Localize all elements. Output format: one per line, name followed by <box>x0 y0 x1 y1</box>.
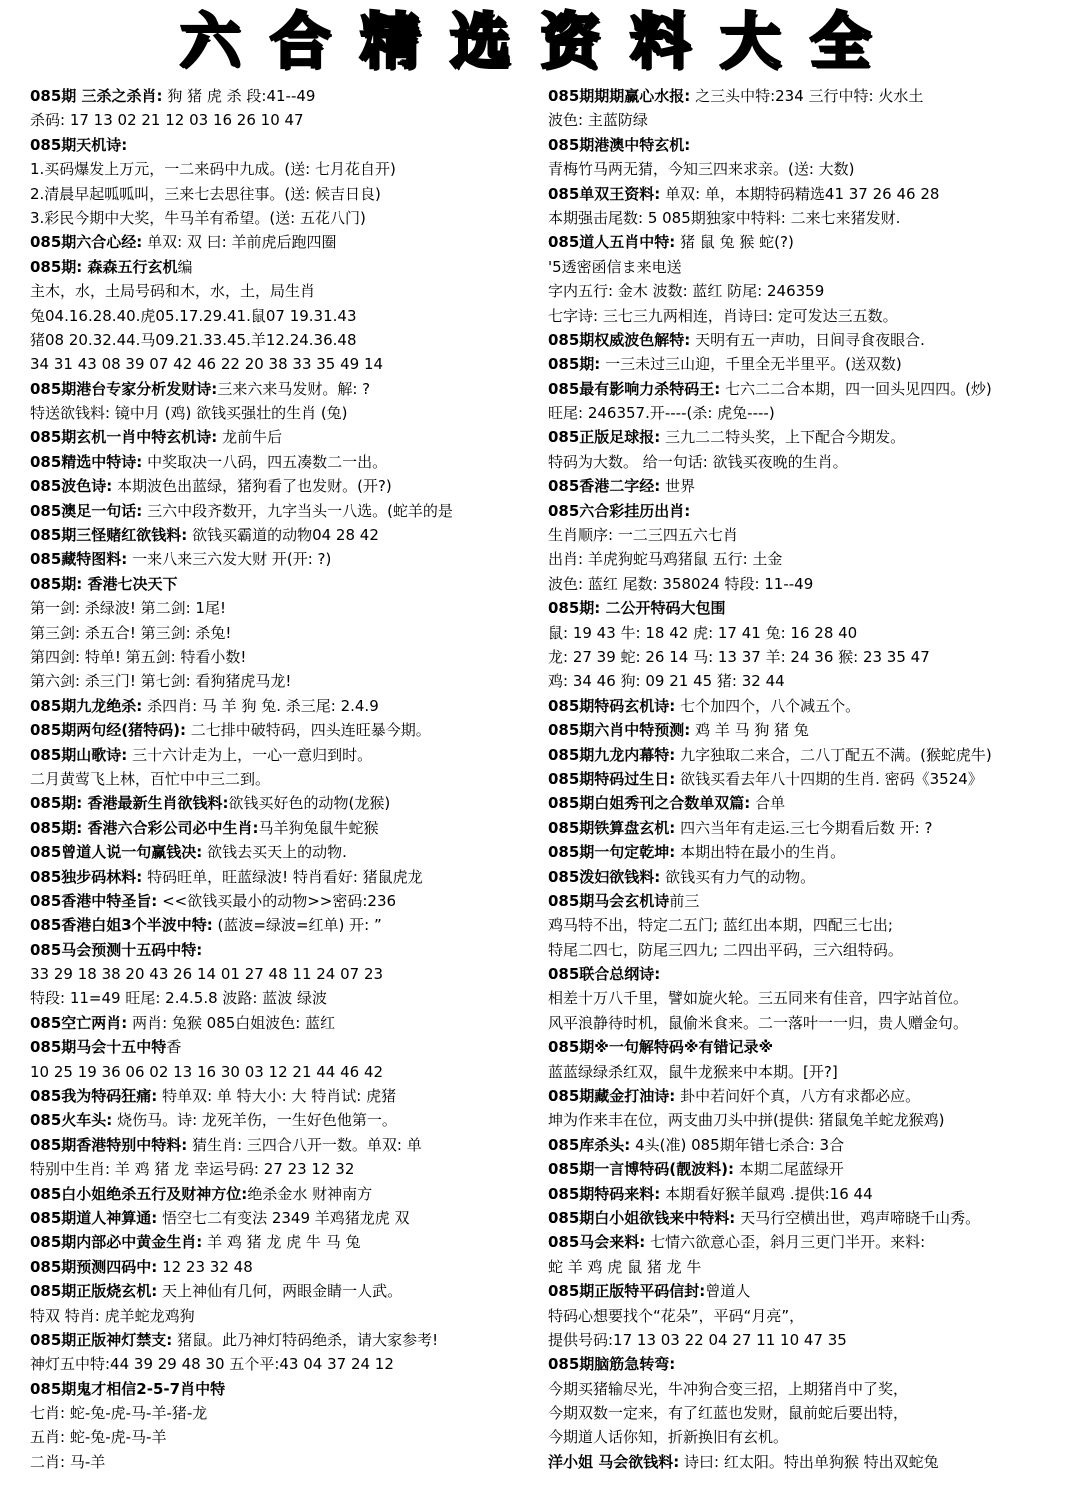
item-heading: 085期: 香港最新生肖欲钱料: <box>30 794 229 813</box>
item-text: 五肖: 蛇-兔-虎-马-羊 <box>30 1428 167 1447</box>
item-heading: 085期预测四码中: <box>30 1257 158 1276</box>
item-text: 三来六来马发财。解: ? <box>217 379 371 398</box>
right-item <box>548 865 1072 889</box>
right-item <box>548 986 1072 1010</box>
item-text: 天上神仙有几何，两眼金睛一人武。 <box>157 1282 403 1301</box>
left-item <box>30 523 550 547</box>
item-text: 卦中若问奸个真，八方有求都必应。 <box>675 1087 921 1106</box>
left-item <box>30 157 550 181</box>
item-text: 特段: 11=49 旺尾: 2.4.5.8 波路: 蓝波 绿波 <box>30 989 327 1008</box>
right-item <box>548 572 1072 596</box>
right-item <box>548 1328 1072 1352</box>
item-heading: 085精选中特诗: <box>30 452 143 471</box>
item-heading: 085香港白姐3个半波中特: <box>30 916 213 935</box>
left-item <box>30 840 550 864</box>
item-text: 天明有五一声叻，日间寻食夜眼合. <box>690 330 925 349</box>
item-heading: 085期藏金打油诗: <box>548 1087 676 1106</box>
item-text: 七情六欲意心歪，斜月三更门半开。来料: <box>645 1233 926 1252</box>
left-item <box>30 938 550 962</box>
item-text: 欲钱买有力气的动物。 <box>660 867 816 886</box>
item-heading: 085泼妇欲钱料: <box>548 867 661 886</box>
item-text: 三十六计走为上，一心一意归到时。 <box>127 745 373 764</box>
left-item <box>30 962 550 986</box>
left-item <box>30 450 550 474</box>
right-item <box>548 1304 1072 1328</box>
left-item <box>30 718 550 742</box>
page-title: 六合精选资料大全 <box>180 7 900 77</box>
item-text: 坤为作来丰在位，两支曲刀头中拼(提供: 猪鼠兔羊蛇龙猴鸡) <box>548 1111 945 1130</box>
right-item <box>548 621 1072 645</box>
left-item <box>30 206 550 230</box>
right-item <box>548 255 1072 279</box>
left-item <box>30 913 550 937</box>
right-item <box>548 1011 1072 1035</box>
right-item <box>548 230 1072 254</box>
item-heading: 085期铁算盘玄机: <box>548 818 676 837</box>
left-item <box>30 816 550 840</box>
right-column <box>548 84 1072 1474</box>
right-item <box>548 938 1072 962</box>
item-text: 旺尾: 246357.开----(杀: 虎兔----) <box>548 404 775 423</box>
item-heading: 085期权威波色解特: <box>548 330 691 349</box>
right-item <box>548 1352 1072 1376</box>
item-text: 香 <box>166 1038 182 1057</box>
right-item <box>548 157 1072 181</box>
right-item <box>548 1206 1072 1230</box>
left-item <box>30 767 550 791</box>
item-heading: 085期鬼才相信2-5-7肖中特 <box>30 1379 226 1398</box>
left-item <box>30 230 550 254</box>
right-item <box>548 450 1072 474</box>
right-item <box>548 1108 1072 1132</box>
left-item <box>30 1230 550 1254</box>
left-item <box>30 1206 550 1230</box>
item-text: 4头(准) 085期年错七杀合: 3合 <box>630 1135 845 1154</box>
left-item <box>30 377 550 401</box>
item-heading: 085期正版特平码信封: <box>548 1282 706 1301</box>
item-text: 字内五行: 金木 波数: 蓝红 防尾: 246359 <box>548 282 825 301</box>
left-item <box>30 133 550 157</box>
item-text: 今期买猪输尽光，牛冲狗合变三招，上期猪肖中了奖， <box>548 1379 909 1398</box>
left-item <box>30 1035 550 1059</box>
item-text: 之三头中特:234 三行中特: 火水土 <box>690 87 924 105</box>
item-heading: 085期港台专家分析发财诗: <box>30 379 218 398</box>
item-heading: 085期: 香港六合彩公司必中生肖: <box>30 818 259 837</box>
item-text: 马羊狗兔鼠牛蛇猴 <box>258 818 379 837</box>
item-text: 二月黄莺飞上林，百忙中中三二到。 <box>30 769 271 788</box>
item-heading: 085香港中特圣旨: <box>30 891 158 910</box>
item-text: 欲钱买看去年八十四期的生肖. 密码《3524》 <box>675 769 983 788</box>
item-heading: 085单双王资料: <box>548 184 661 203</box>
item-heading: 085期九龙内幕特: <box>548 745 676 764</box>
item-heading: 085火车头: <box>30 1111 113 1130</box>
item-text: 一来八来三六发大财 开(开: ?) <box>127 550 332 569</box>
item-text: 羊 鸡 猪 龙 虎 牛 马 兔 <box>202 1233 361 1252</box>
right-item <box>548 523 1072 547</box>
item-text: 10 25 19 36 06 02 13 16 30 03 12 21 44 46 42 <box>30 1062 384 1081</box>
item-heading: 085期白小姐欲钱来中特料: <box>548 1208 736 1227</box>
item-text: 主木，水，土局号码和木，水，土，局生肖 <box>30 282 316 301</box>
item-text: 七字诗: 三七三九两相连，肖诗曰: 定可发达三五数。 <box>548 306 898 325</box>
item-text: 33 29 18 38 20 43 26 14 01 27 48 11 24 07 23 <box>30 965 384 984</box>
item-heading: 085期六肖中特预测: <box>548 721 691 740</box>
item-heading: 085期特码过生日: <box>548 769 676 788</box>
item-heading: 085期山歌诗: <box>30 745 128 764</box>
item-text: 1.买码爆发上万元，一二来码中九成。(送: 七月花自开) <box>30 160 396 179</box>
item-text: 特别中生肖: 羊 鸡 猪 龙 幸运号码: 27 23 12 32 <box>30 1160 355 1179</box>
item-text: 二七排中破特码，四头连旺暴今期。 <box>186 721 431 740</box>
right-item <box>548 1279 1072 1303</box>
left-item <box>30 1182 550 1206</box>
right-item <box>548 1401 1072 1425</box>
item-text: 第四剑: 特单! 第五剑: 特看小数! <box>30 647 247 666</box>
right-item <box>548 1182 1072 1206</box>
item-text: 欲钱去买天上的动物. <box>202 843 347 862</box>
left-item <box>30 694 550 718</box>
item-text: 七六二二合本期，四一回头见四四。(炒) <box>720 379 992 398</box>
item-heading: 085期天机诗: <box>30 135 128 154</box>
item-text: 特送欲钱料: 镜中月 (鸡) 欲钱买强壮的生肖 (兔) <box>30 404 348 423</box>
left-item <box>30 1011 550 1035</box>
item-heading: 085期特码玄机诗: <box>548 696 676 715</box>
item-text: 兔04.16.28.40.虎05.17.29.41.鼠07 19.31.43 <box>30 306 357 325</box>
item-text: 本期出特在最小的生肖。 <box>675 843 846 862</box>
item-text: 诗曰: 红太阳。特出单狗猴 特出双蛇兔 <box>679 1452 939 1471</box>
right-item <box>548 328 1072 352</box>
right-item <box>548 377 1072 401</box>
item-text: 前三 <box>669 891 700 910</box>
item-text: 青梅竹马两无猜，今知三四来求亲。(送: 大数) <box>548 160 855 179</box>
left-item <box>30 1084 550 1108</box>
item-heading: 085最有影响力杀特码王: <box>548 379 721 398</box>
item-text: 12 23 32 48 <box>157 1257 253 1276</box>
right-item <box>548 1157 1072 1181</box>
right-item <box>548 352 1072 376</box>
item-text: 猪08 20.32.44.马09.21.33.45.羊12.24.36.48 <box>30 330 357 349</box>
item-heading: 085期两句经(猪特码): <box>30 721 187 740</box>
left-item <box>30 1157 550 1181</box>
right-item <box>548 767 1072 791</box>
left-item <box>30 474 550 498</box>
item-text: 特码为大数。 给一句话: 欲钱买夜晚的生肖。 <box>548 452 848 471</box>
item-text: 三九二二特头奖，上下配合今期发。 <box>660 428 906 447</box>
item-text: 蛇 羊 鸡 虎 鼠 猪 龙 牛 <box>548 1257 702 1276</box>
item-text: 两肖: 兔猴 085白姐波色: 蓝红 <box>127 1013 336 1032</box>
right-item <box>548 743 1072 767</box>
item-heading: 085期白姐秀刊之合数单双篇: <box>548 794 751 813</box>
right-item <box>548 1450 1072 1474</box>
right-item <box>548 1377 1072 1401</box>
left-item <box>30 108 550 132</box>
item-heading: 085期马会玄机诗 <box>548 891 670 910</box>
item-heading: 085期: 香港七决天下 <box>30 574 178 593</box>
item-heading: 085期: 森森五行玄机 <box>30 257 178 276</box>
right-item <box>548 1230 1072 1254</box>
left-item <box>30 499 550 523</box>
item-text: 四六当年有走运.三七今期看后数 开: ? <box>675 818 933 837</box>
item-heading: 085道人五肖中特: <box>548 233 676 252</box>
left-item <box>30 572 550 596</box>
item-text: 七肖: 蛇-兔-虎-马-羊-猪-龙 <box>30 1404 208 1423</box>
right-item <box>548 1035 1072 1059</box>
item-text: 七个加四个，八个减五个。 <box>675 696 861 715</box>
item-text: 本期强击尾数: 5 085期独家中特料: 二来七来猪发财. <box>548 208 901 227</box>
item-heading: 085期道人神算通: <box>30 1208 158 1227</box>
item-heading: 085藏特图料: <box>30 550 128 569</box>
left-item <box>30 304 550 328</box>
left-item <box>30 425 550 449</box>
item-heading: 085期特码来料: <box>548 1184 661 1203</box>
item-text: 猜生肖: 三四合八开一数。单双: 单 <box>187 1135 422 1154</box>
item-text: 曾道人 <box>705 1282 751 1301</box>
left-item <box>30 84 550 108</box>
item-heading: 085期 三杀之杀肖: <box>30 87 163 105</box>
right-item <box>548 108 1072 132</box>
item-text: 绝杀金水 财神南方 <box>247 1184 373 1203</box>
item-text: 波色: 蓝红 尾数: 358024 特段: 11--49 <box>548 574 814 593</box>
item-text: 杀四肖: 马 羊 狗 兔. 杀三尾: 2.4.9 <box>142 696 379 715</box>
item-text: 欲钱买霸道的动物04 28 42 <box>187 526 379 545</box>
item-text: 神灯五中特:44 39 29 48 30 五个平:43 04 37 24 12 <box>30 1355 394 1374</box>
left-item <box>30 1279 550 1303</box>
right-item <box>548 1133 1072 1157</box>
item-text: 特尾二四七，防尾三四九; 二四出平码，三六组特码。 <box>548 940 903 959</box>
item-heading: 085期内部必中黄金生肖: <box>30 1233 203 1252</box>
item-text: 蓝蓝绿绿杀红双，鼠牛龙猴来中本期。[开?] <box>548 1062 838 1081</box>
item-text: 鸡 羊 马 狗 猪 兔 <box>690 721 809 740</box>
right-item <box>548 913 1072 937</box>
item-heading: 085波色诗: <box>30 477 113 496</box>
item-text: 狗 猪 虎 杀 段:41--49 <box>162 87 316 105</box>
right-item <box>548 474 1072 498</box>
item-text: 波色: 主蓝防绿 <box>548 111 648 130</box>
item-text: 合单 <box>750 794 786 813</box>
item-text: 今期道人话你知，折新换旧有玄机。 <box>548 1428 789 1447</box>
item-heading: 085期正版神灯禁支: <box>30 1330 173 1349</box>
item-heading: 085六合彩挂历出肖: <box>548 501 691 520</box>
right-item <box>548 1255 1072 1279</box>
item-text: 本期看好猴羊鼠鸡 .提供:16 44 <box>660 1184 873 1203</box>
left-item <box>30 328 550 352</box>
left-item <box>30 1401 550 1425</box>
item-text: 编 <box>177 257 193 276</box>
right-item <box>548 401 1072 425</box>
item-text: 今期双数一定来，有了红蓝也发财，鼠前蛇后要出特， <box>548 1404 909 1423</box>
item-heading: 085联合总纲诗: <box>548 965 661 984</box>
right-item <box>548 889 1072 913</box>
right-item <box>548 304 1072 328</box>
left-item <box>30 1450 550 1474</box>
item-text: 3.彩民今期中大奖，牛马羊有希望。(送: 五花八门) <box>30 208 366 227</box>
item-heading: 085期六合心经: <box>30 233 143 252</box>
item-heading: 085马会来料: <box>548 1233 646 1252</box>
left-item <box>30 1328 550 1352</box>
left-item <box>30 669 550 693</box>
item-heading: 085期期期赢心水报: <box>548 87 691 105</box>
item-text: 九字独取二来合，二八丁配五不满。(猴蛇虎牛) <box>675 745 992 764</box>
item-text: 龙前牛后 <box>217 428 283 447</box>
item-heading: 085香港二字经: <box>548 477 661 496</box>
item-heading: 085期脑筋急转弯: <box>548 1355 676 1374</box>
item-heading: 085期: <box>548 355 601 374</box>
left-item <box>30 596 550 620</box>
item-text: 风平浪静待时机，鼠偷米食来。二一落叶一一归，贵人赠金句。 <box>548 1013 969 1032</box>
left-item <box>30 889 550 913</box>
item-text: 猪鼠。此乃神灯特码绝杀，请大家参考! <box>172 1330 439 1349</box>
left-item <box>30 255 550 279</box>
item-text: 欲钱买好色的动物(龙猴) <box>228 794 391 813</box>
item-heading: 085马会预测十五码中特: <box>30 940 203 959</box>
right-item <box>548 279 1072 303</box>
right-item <box>548 840 1072 864</box>
item-text: 猪 鼠 兔 猴 蛇(?) <box>675 233 794 252</box>
right-item <box>548 791 1072 815</box>
right-item <box>548 133 1072 157</box>
item-heading: 085白小姐绝杀五行及财神方位: <box>30 1184 248 1203</box>
item-text: (蓝波=绿波=红单) 开: ” <box>212 916 382 935</box>
left-item <box>30 1060 550 1084</box>
left-item <box>30 1425 550 1449</box>
right-item <box>548 182 1072 206</box>
item-heading: 085期三怪赌红欲钱料: <box>30 526 188 545</box>
right-item <box>548 645 1072 669</box>
item-heading: 085期马会十五中特 <box>30 1038 167 1057</box>
left-item <box>30 1377 550 1401</box>
item-text: 鸡马特不出，特定二五门; 蓝红出本期，四配三七出; <box>548 916 893 935</box>
item-text: 第一剑: 杀绿波! 第二剑: 1尾! <box>30 599 226 618</box>
item-text: 生肖顺序: 一二三四五六七肖 <box>548 526 738 545</box>
item-heading: 085曾道人说一句赢钱决: <box>30 843 203 862</box>
item-text: 中奖取决一八码，四五凑数二一出。 <box>142 452 388 471</box>
item-heading: 085期: 二公开特码大包围 <box>548 599 726 618</box>
left-item <box>30 621 550 645</box>
right-item <box>548 962 1072 986</box>
item-heading: 085期正版烧玄机: <box>30 1282 158 1301</box>
right-item <box>548 694 1072 718</box>
item-text: 特码旺单，旺蓝绿波! 特肖看好: 猪鼠虎龙 <box>142 867 423 886</box>
item-heading: 085期一言博特码(靓波料): <box>548 1160 735 1179</box>
item-text: 二肖: 马-羊 <box>30 1452 106 1471</box>
item-text: 龙: 27 39 蛇: 26 14 马: 13 37 羊: 24 36 猴: 23 35 47 <box>548 647 930 666</box>
item-heading: 085期九龙绝杀: <box>30 696 143 715</box>
right-item <box>548 596 1072 620</box>
right-item <box>548 499 1072 523</box>
item-heading: 085我为特码狂痛: <box>30 1087 158 1106</box>
left-item <box>30 1352 550 1376</box>
right-item <box>548 1084 1072 1108</box>
item-heading: 085期玄机一肖中特玄机诗: <box>30 428 218 447</box>
item-text: 三六中段齐数开，九字当头一八选。(蛇羊的是 <box>142 501 453 520</box>
item-heading: 085期※一句解特码※有错记录※ <box>548 1038 774 1057</box>
item-text: 相差十万八千里，譬如旋火轮。三五同来有佳音，四字站首位。 <box>548 989 969 1008</box>
left-item <box>30 865 550 889</box>
item-text: 本期波色出蓝绿，猪狗看了也发财。(开?) <box>112 477 392 496</box>
item-heading: 085澳足一句话: <box>30 501 143 520</box>
item-text: 一三未过三山迎，千里全无半里平。(送双数) <box>600 355 902 374</box>
left-item <box>30 986 550 1010</box>
right-item <box>548 84 1072 108</box>
right-item <box>548 718 1072 742</box>
left-item <box>30 645 550 669</box>
left-item <box>30 1108 550 1132</box>
item-text: 2.清晨早起呱呱叫，三来七去思往事。(送: 候吉日良) <box>30 184 381 203</box>
left-item <box>30 279 550 303</box>
item-heading: 085库杀头: <box>548 1135 631 1154</box>
item-text: 天马行空横出世，鸡声啼晓千山秀。 <box>735 1208 981 1227</box>
item-heading: 085期港澳中特玄机: <box>548 135 691 154</box>
item-text: 第三剑: 杀五合! 第三剑: 杀兔! <box>30 623 232 642</box>
item-text: 34 31 43 08 39 07 42 46 22 20 38 33 35 49 14 <box>30 355 384 374</box>
item-heading: 085空亡两肖: <box>30 1013 128 1032</box>
item-text: 单双: 双 曰: 羊前虎后跑四圈 <box>142 233 337 252</box>
item-heading: 085独步码林料: <box>30 867 143 886</box>
left-item <box>30 743 550 767</box>
item-text: 第六剑: 杀三门! 第七剑: 看狗猪虎马龙! <box>30 672 292 691</box>
left-item <box>30 401 550 425</box>
item-text: 世界 <box>660 477 696 496</box>
item-text: 悟空七二有变法 2349 羊鸡猪龙虎 双 <box>157 1208 410 1227</box>
item-text: 出肖: 羊虎狗蛇马鸡猪鼠 五行: 土金 <box>548 550 783 569</box>
left-item <box>30 547 550 571</box>
right-item <box>548 206 1072 230</box>
item-text: 杀码: 17 13 02 21 12 03 16 26 10 47 <box>30 111 304 130</box>
item-text: 烧伤马。诗: 龙死羊伤，一生好色他第一。 <box>112 1111 397 1130</box>
item-text: 本期二尾蓝绿开 <box>734 1160 844 1179</box>
item-text: <<欲钱买最小的动物>>密码:236 <box>157 891 397 910</box>
right-item <box>548 1425 1072 1449</box>
item-text: 单双: 单，本期特码精选41 37 26 46 28 <box>660 184 940 203</box>
item-text: 特双 特肖: 虎羊蛇龙鸡狗 <box>30 1306 195 1325</box>
left-item <box>30 182 550 206</box>
item-heading: 085期一句定乾坤: <box>548 843 676 862</box>
right-item <box>548 669 1072 693</box>
item-text: 特单双: 单 特大小: 大 特肖试: 虎猪 <box>157 1087 397 1106</box>
item-heading: 085正版足球报: <box>548 428 661 447</box>
item-text: 鼠: 19 43 牛: 18 42 虎: 17 41 兔: 16 28 40 <box>548 623 858 642</box>
item-text: 提供号码:17 13 03 22 04 27 11 10 47 35 <box>548 1330 847 1349</box>
item-text: '5透密函信ま来电送 <box>548 257 682 276</box>
right-item <box>548 425 1072 449</box>
right-item <box>548 547 1072 571</box>
left-item <box>30 1304 550 1328</box>
right-item <box>548 816 1072 840</box>
item-heading: 085期香港特别中特料: <box>30 1135 188 1154</box>
left-item <box>30 1255 550 1279</box>
left-column <box>30 84 550 1474</box>
right-item <box>548 1060 1072 1084</box>
left-item <box>30 791 550 815</box>
item-text: 鸡: 34 46 狗: 09 21 45 猪: 32 44 <box>548 672 785 691</box>
item-heading: 洋小姐 马会欲钱料: <box>548 1452 680 1471</box>
left-item <box>30 1133 550 1157</box>
left-item <box>30 352 550 376</box>
item-text: 特码心想要找个“花朵”，平码“月亮”， <box>548 1306 805 1325</box>
